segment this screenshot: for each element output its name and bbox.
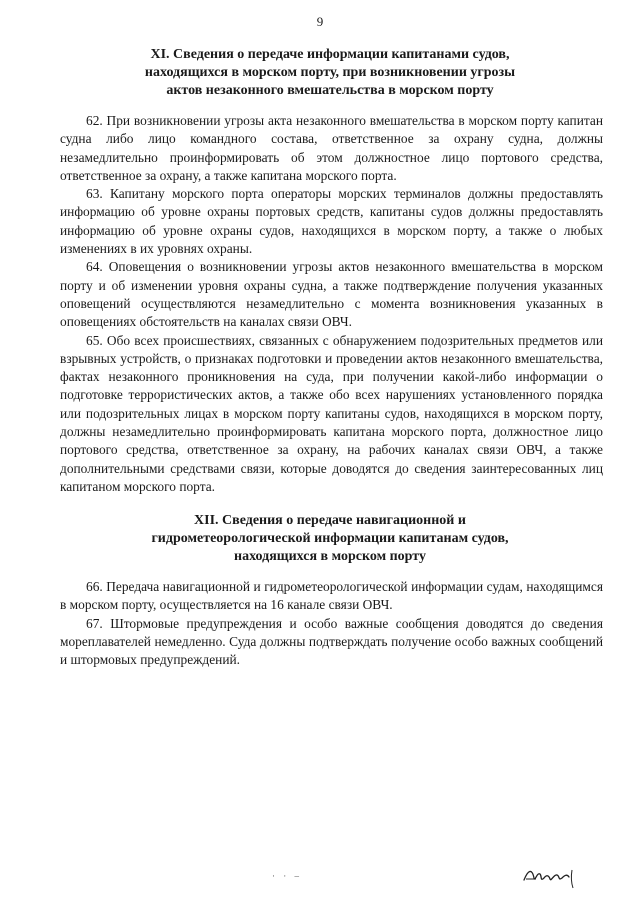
section-xi-title-line: находящихся в морском порту, при возникновении угрозы	[144, 65, 516, 80]
section-xii-title	[60, 512, 600, 566]
section-xii-title-line: находящихся в морском порту	[234, 549, 426, 564]
page-number: 9	[316, 14, 324, 29]
paragraph-67: 67. Штормовые предупреждения и особо важные сообщения доводятся до сведения мореплавателей немедленно. Суда должны подтверждать получение особо важных сообщений и штормовых предупреждений.	[60, 615, 603, 668]
paragraph-62: 62. При возникновении угрозы акта незаконного вмешательства в морском порту капитан судна либо лицо командного состава, ответственное за охрану судна, должны незамедлительно проинформировать об этом должностное лицо портового средства, ответственное за охрану, а также капитана морского порта.	[60, 113, 603, 183]
signature-initials-icon	[520, 860, 580, 890]
section-xi-title	[60, 46, 600, 100]
paragraph-64: 64. Оповещения о возникновении угрозы актов незаконного вмешательства в морском порту и об изменении уровня охраны судна, а также подтверждение получения указанных оповещений осуществляются незамедлительно с момента возникновения указанных в оповещениях обстоятельств на каналах связи ОВЧ.	[60, 259, 603, 330]
paragraph-63: 63. Капитану морского порта операторы морских терминалов должны предоставлять информацию об уровне охраны портовых средств, капитаны судов должны предоставлять информацию об уровне охраны судов, находящихся в морском порту, а также о любых изменениях в их уровнях охраны.	[60, 186, 603, 257]
section-xi-body	[60, 112, 603, 496]
section-xii-title-line: XII. Сведения о передаче навигационной и	[194, 513, 466, 528]
section-xi-title-line: актов незаконного вмешательства в морском порту	[166, 83, 494, 98]
paragraph-65: 65. Обо всех происшествиях, связанных с обнаружением подозрительных предметов или взрывных устройств, о признаках подготовки и проведении актов незаконного вмешательства, фактах незаконного проникновения на суда, при получении какой-либо информации о подготовке террористических актов, а также обо всех нарушениях установленного порядка или подозрительных лицах в морском порту капитаны судов, находящихся в морском порту, должны незамедлительно проинформировать капитана морского порта, должностное лицо портового средства, ответственное за охрану, на рабочих каналах связи ОВЧ, а также дополнительными средствами связи, которые доводятся до сведения заинтересованных лиц капитаном морского порта.	[60, 332, 603, 494]
section-xii-title-line: гидрометеорологической информации капитанам судов,	[151, 531, 509, 546]
section-xi-title-line: XI. Сведения о передаче информации капитанами судов,	[150, 47, 510, 62]
section-xii-body	[60, 578, 603, 669]
paragraph-66: 66. Передача навигационной и гидрометеорологической информации судам, находящимся в морском порту, осуществляется на 16 канале связи ОВЧ.	[60, 579, 603, 613]
scan-speck: · · –	[272, 871, 302, 881]
